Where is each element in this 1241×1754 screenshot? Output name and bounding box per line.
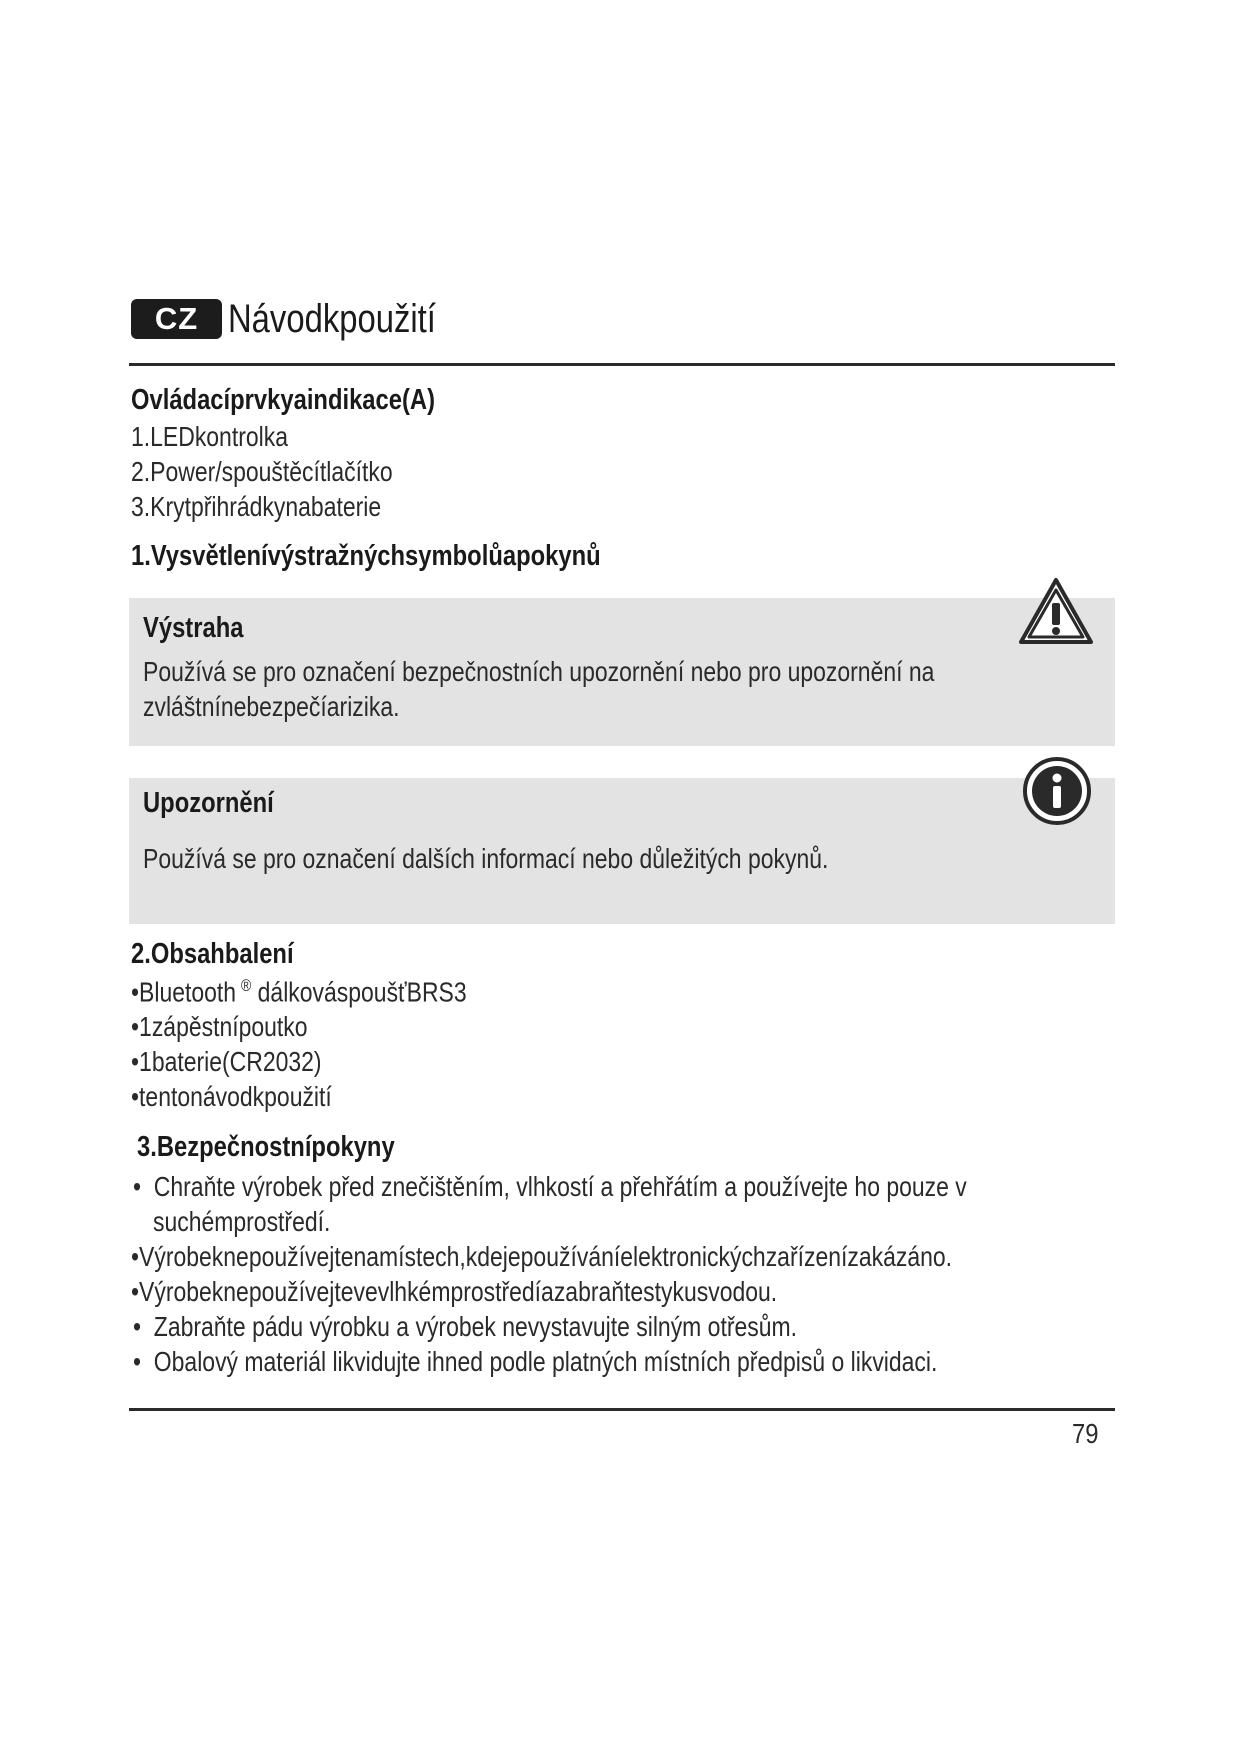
- document-title: Návodkpoužití: [228, 296, 436, 341]
- bullet: •: [131, 1081, 140, 1112]
- bullet: •: [131, 1011, 140, 1042]
- package-item-text: 1zápěstnípoutko: [139, 1011, 308, 1042]
- language-badge: CZ: [131, 299, 222, 339]
- bullet: •: [131, 1241, 140, 1272]
- bullet: •: [133, 1311, 142, 1342]
- info-icon: [1022, 756, 1092, 826]
- bullet: •: [133, 1346, 142, 1377]
- package-item: [131, 976, 467, 1008]
- section3-heading: 3.Bezpečnostnípokyny: [137, 1131, 395, 1163]
- warning-text-line: Používá se pro označení bezpečnostních upozornění nebo pro upozornění na: [143, 656, 935, 687]
- registered-mark: ®: [240, 976, 252, 995]
- safety-item-text: Výrobeknepoužívejtenamístech,kdejepoužíváníelektronickýchzařízenízakázáno.: [139, 1241, 953, 1272]
- safety-item-continuation: suchémprostředí.: [153, 1206, 331, 1237]
- controls-item: 1.LEDkontrolka: [131, 421, 288, 452]
- controls-item: 3.Krytpřihrádkynabaterie: [131, 491, 382, 522]
- section2-heading: 2.Obsahbalení: [131, 938, 294, 970]
- header-divider: [129, 363, 1115, 366]
- bullet: •: [131, 1046, 140, 1077]
- section1-heading: 1.Vysvětlenívýstražnýchsymbolůapokynů: [131, 540, 601, 572]
- package-item: [131, 1011, 308, 1043]
- warning-text-line: zvláštnínebezpečíarizika.: [143, 691, 400, 722]
- safety-item-text: Chraňte výrobek před znečištěním, vlhkostí a přehřátím a používejte ho pouze v: [153, 1171, 967, 1202]
- note-title: Upozornění: [143, 787, 274, 819]
- warning-triangle-icon: [1017, 576, 1095, 646]
- package-item-text: dálkováspoušťBRS3: [251, 976, 467, 1008]
- safety-item: [131, 1241, 952, 1273]
- package-item-text: 1baterie(CR2032): [139, 1046, 322, 1077]
- safety-item: [131, 1276, 777, 1308]
- package-item-text: tentonávodkpoužití: [139, 1081, 332, 1112]
- page-header: [131, 296, 481, 342]
- warning-title: Výstraha: [143, 612, 244, 644]
- footer-divider: [129, 1408, 1115, 1411]
- controls-heading: Ovládacíprvkyaindikace(A): [131, 384, 436, 416]
- safety-item: [133, 1171, 967, 1203]
- package-item: [131, 1081, 332, 1113]
- note-text: Používá se pro označení dalších informací nebo důležitých pokynů.: [143, 843, 829, 874]
- page-number: 79: [1072, 1418, 1099, 1449]
- controls-item: 2.Power/spouštěcítlačítko: [131, 456, 393, 487]
- safety-item-text: Obalový materiál likvidujte ihned podle platných místních předpisů o likvidaci.: [153, 1346, 938, 1377]
- safety-item-text: Zabraňte pádu výrobku a výrobek nevystavujte silným otřesům.: [153, 1311, 797, 1342]
- safety-item: [133, 1346, 937, 1378]
- package-item: [131, 1046, 322, 1078]
- bullet: •: [133, 1171, 142, 1202]
- safety-item-text: Výrobeknepoužívejtevevlhkémprostředíazabraňtestykusvodou.: [139, 1276, 778, 1307]
- safety-item: [133, 1311, 797, 1343]
- package-item-text: Bluetooth: [139, 976, 237, 1008]
- bullet: •: [131, 1276, 140, 1307]
- bullet: •: [131, 976, 140, 1008]
